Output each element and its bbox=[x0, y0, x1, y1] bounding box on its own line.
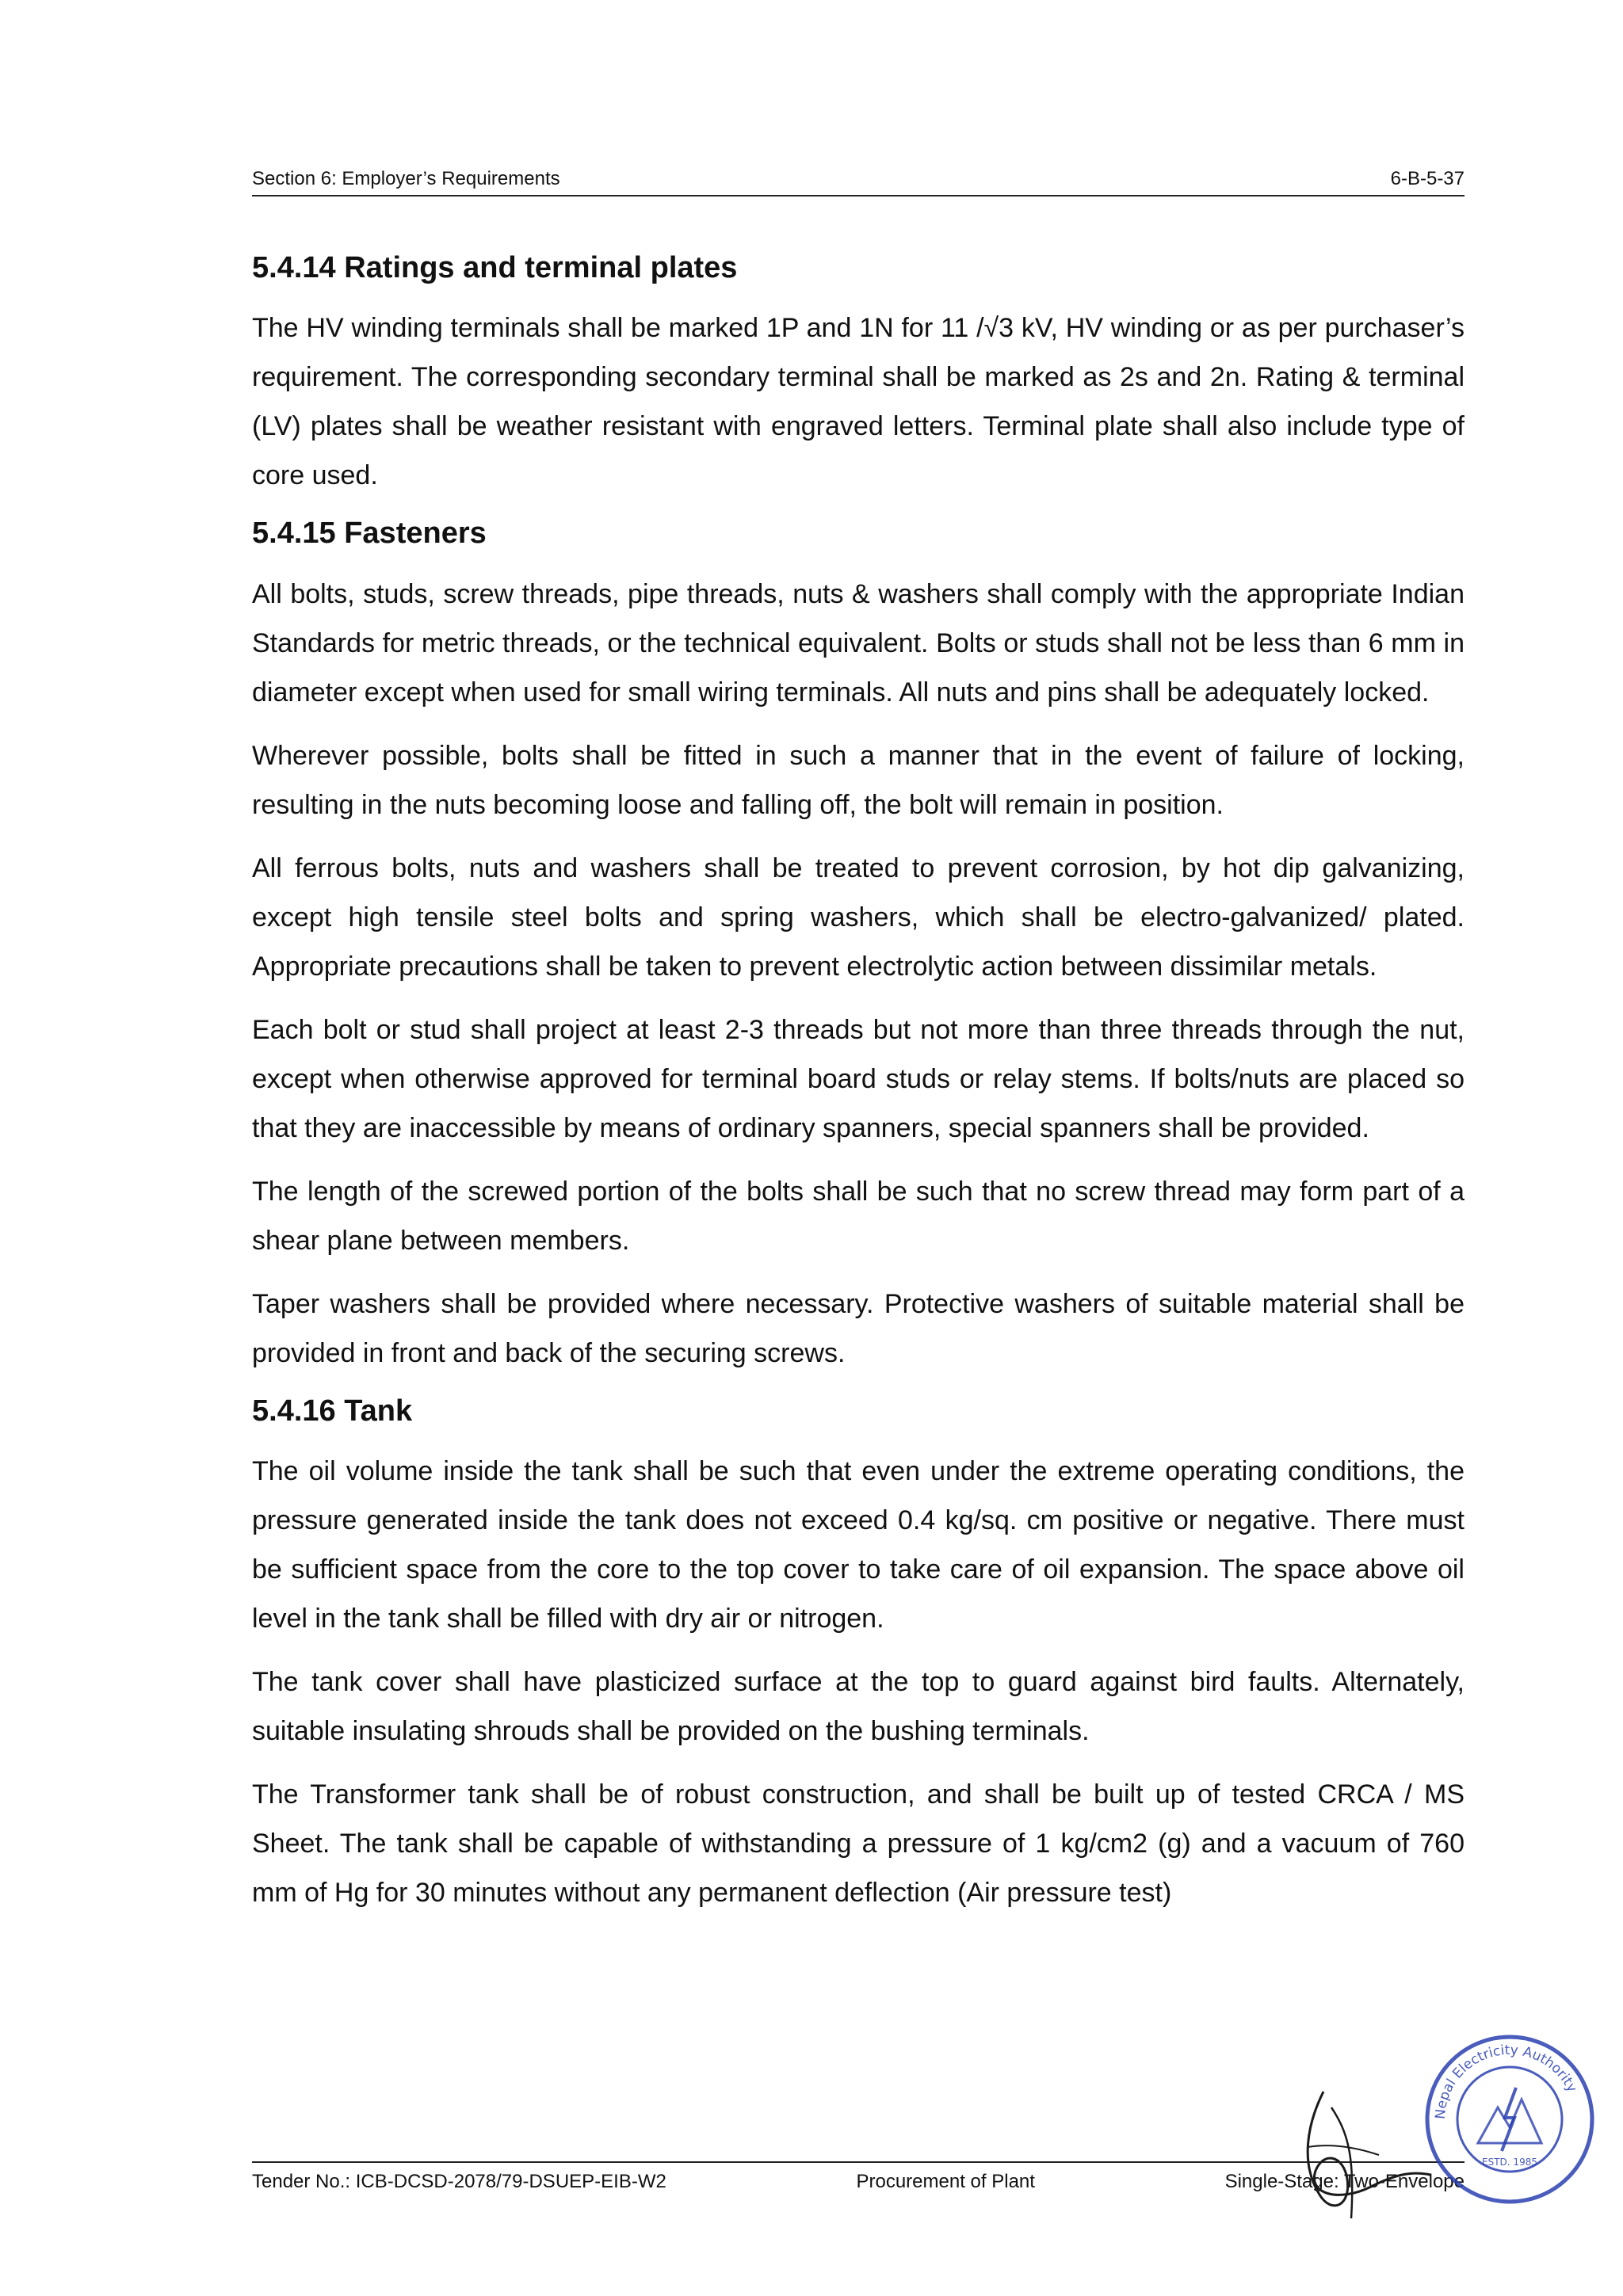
paragraph: Each bolt or stud shall project at least 2-3 threads but not more than three threads through the nut, except when otherwise approved for terminal board studs or relay stems. If bolts/nuts are placed so that they are inaccessible by means of ordinary spanners, special spanners shall be provided. bbox=[252, 1014, 1465, 1143]
signature-image bbox=[1276, 2076, 1434, 2226]
header-section-title: Section 6: Employer’s Requirements bbox=[252, 168, 560, 189]
paragraph: The tank cover shall have plasticized surface at the top to guard against bird faults. Alternately, suitable insulating shrouds shall be provided on the bushing terminals. bbox=[252, 1667, 1465, 1747]
paragraph: The length of the screwed portion of the bolts shall be such that no screw thread may form part of a shear plane between members. bbox=[252, 1176, 1465, 1256]
footer-procurement: Procurement of Plant bbox=[856, 2171, 1035, 2192]
authority-seal-stamp bbox=[1423, 2032, 1597, 2206]
paragraph: The Transformer tank shall be of robust construction, and shall be built up of tested CRCA / MS Sheet. The tank shall be capable of withstanding a pressure of 1 kg/cm2 (g) and a vacuum of 760 mm of Hg for 30 minutes without any permanent deflection (Air pressure test) bbox=[252, 1779, 1465, 1909]
section-heading: 5.4.14 Ratings and terminal plates bbox=[252, 251, 738, 284]
paragraph: Wherever possible, bolts shall be fitted in such a manner that in the event of failure of locking, resulting in the nuts becoming loose and falling off, the bolt will remain in position. bbox=[252, 740, 1465, 820]
paragraph: All bolts, studs, screw threads, pipe threads, nuts & washers shall comply with the appropriate Indian Standards for metric threads, or the technical equivalent. Bolts or studs shall not be less than 6 mm in diameter except when used for small wiring terminals. All nuts and pins shall be adequately locked. bbox=[252, 578, 1465, 707]
section-heading: 5.4.15 Fasteners bbox=[252, 517, 487, 551]
paragraph: Taper washers shall be provided where necessary. Protective washers of suitable material shall be provided in front and back of the securing screws. bbox=[252, 1288, 1465, 1368]
section-heading: 5.4.16 Tank bbox=[252, 1394, 413, 1428]
header-page-number: 6-B-5-37 bbox=[1390, 168, 1465, 189]
paragraph: The oil volume inside the tank shall be such that even under the extreme operating conditions, the pressure generated inside the tank does not exceed 0.4 kg/sq. cm positive or negative. There must be sufficient space from the core to the top cover to take care of oil expansion. The space above oil level in the tank shall be filled with dry air or nitrogen. bbox=[252, 1456, 1465, 1634]
footer-tender-number: Tender No.: ICB-DCSD-2078/79-DSUEP-EIB-W2 bbox=[252, 2171, 666, 2192]
stamp-inner-text: ESTD. 1985 bbox=[1482, 2157, 1537, 2168]
page-content bbox=[252, 238, 1465, 1932]
page-header bbox=[252, 163, 1465, 196]
paragraph: The HV winding terminals shall be marked 1P and 1N for 11 /√3 kV, HV winding or as per purchaser’s requirement. The corresponding secondary terminal shall be marked as 2s and 2n. Rating & terminal (LV) plates shall be weather resistant with engraved letters. Terminal plate shall also include type of core used. bbox=[252, 313, 1465, 491]
stamp-outer-text: Nepal Electricity Authority bbox=[1432, 2042, 1580, 2120]
footer-stage: Single-Stage: Two-Envelope bbox=[1224, 2171, 1465, 2192]
paragraph: All ferrous bolts, nuts and washers shall be treated to prevent corrosion, by hot dip galvanizing, except high tensile steel bolts and spring washers, which shall be electro-galvanized/ plated. Appropriate precautions shall be taken to prevent electrolytic action between dissimilar metals. bbox=[252, 852, 1465, 982]
